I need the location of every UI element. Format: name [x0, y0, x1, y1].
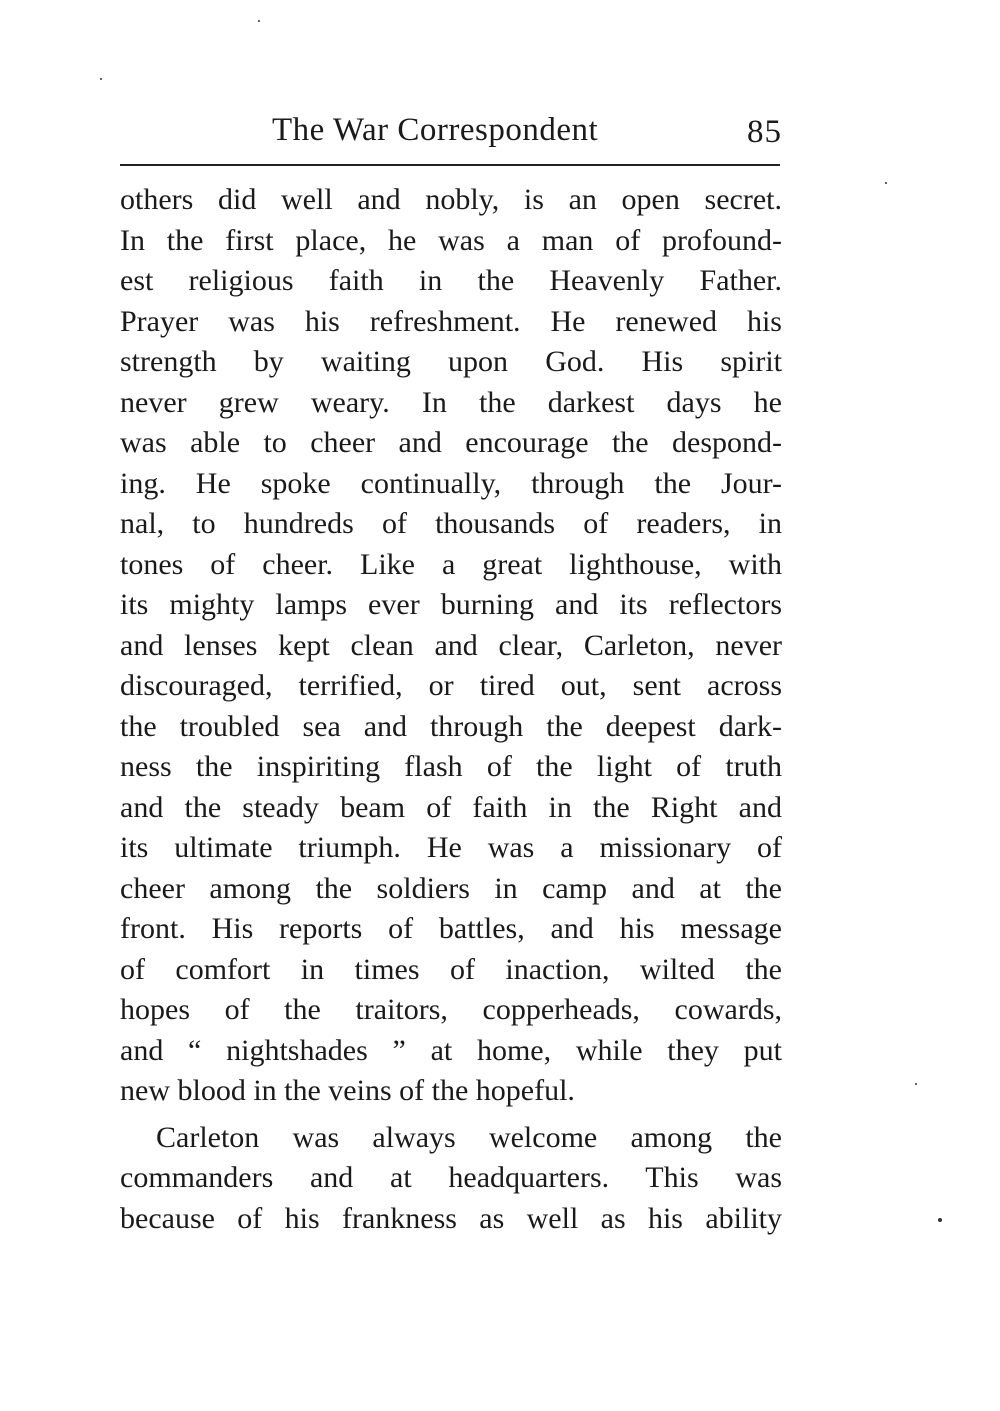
- text-line: strength by waiting upon God. His spirit: [120, 345, 782, 378]
- paper-speck: [258, 20, 260, 22]
- paper-speck: [885, 182, 887, 184]
- text-line: and “ nightshades ” at home, while they put: [120, 1033, 782, 1067]
- text-line: was able to cheer and encourage the despond-: [120, 426, 782, 459]
- text-line: commanders and at headquarters. This was: [120, 1161, 782, 1194]
- text-line: ing. He spoke continually, through the Jour-: [120, 466, 782, 500]
- text-line: never grew weary. In the darkest days he: [120, 385, 782, 419]
- text-line: tones of cheer. Like a great lighthouse, with: [120, 547, 782, 581]
- text-line: the troubled sea and through the deepest dark-: [120, 709, 782, 743]
- text-line: discouraged, terrified, or tired out, sent across: [120, 669, 782, 702]
- paper-speck: [915, 1083, 917, 1085]
- text-line: its mighty lamps ever burning and its reflectors: [120, 588, 782, 621]
- text-line: new blood in the veins of the hopeful.: [120, 1074, 575, 1107]
- text-line: and the steady beam of faith in the Right and: [120, 790, 782, 824]
- text-line: nal, to hundreds of thousands of readers, in: [120, 507, 782, 540]
- text-line: Carleton was always welcome among the: [156, 1120, 782, 1154]
- text-line: est religious faith in the Heavenly Father.: [120, 264, 782, 297]
- paragraph-2: [120, 1118, 782, 1240]
- body-text: [120, 180, 782, 1239]
- page-number: 85: [747, 114, 782, 150]
- text-line: others did well and nobly, is an open secret.: [120, 183, 782, 216]
- text-line: hopes of the traitors, copperheads, cowards,: [120, 993, 782, 1026]
- text-line: its ultimate triumph. He was a missionary of: [120, 831, 782, 864]
- text-line: cheer among the soldiers in camp and at the: [120, 871, 782, 905]
- text-line: ness the inspiriting flash of the light of truth: [120, 750, 782, 783]
- paper-speck: [938, 1218, 942, 1222]
- text-line: Prayer was his refreshment. He renewed his: [120, 304, 782, 338]
- text-line: because of his frankness as well as his ability: [120, 1201, 782, 1235]
- paragraph-1: [120, 180, 782, 1112]
- page-header: [120, 112, 782, 162]
- text-line: front. His reports of battles, and his message: [120, 912, 782, 945]
- header-rule: [120, 164, 780, 166]
- running-title: The War Correspondent: [272, 112, 599, 148]
- paper-speck: [100, 78, 102, 80]
- text-line: In the first place, he was a man of profound-: [120, 223, 782, 257]
- text-line: and lenses kept clean and clear, Carleton, never: [120, 628, 782, 662]
- text-line: of comfort in times of inaction, wilted the: [120, 952, 782, 986]
